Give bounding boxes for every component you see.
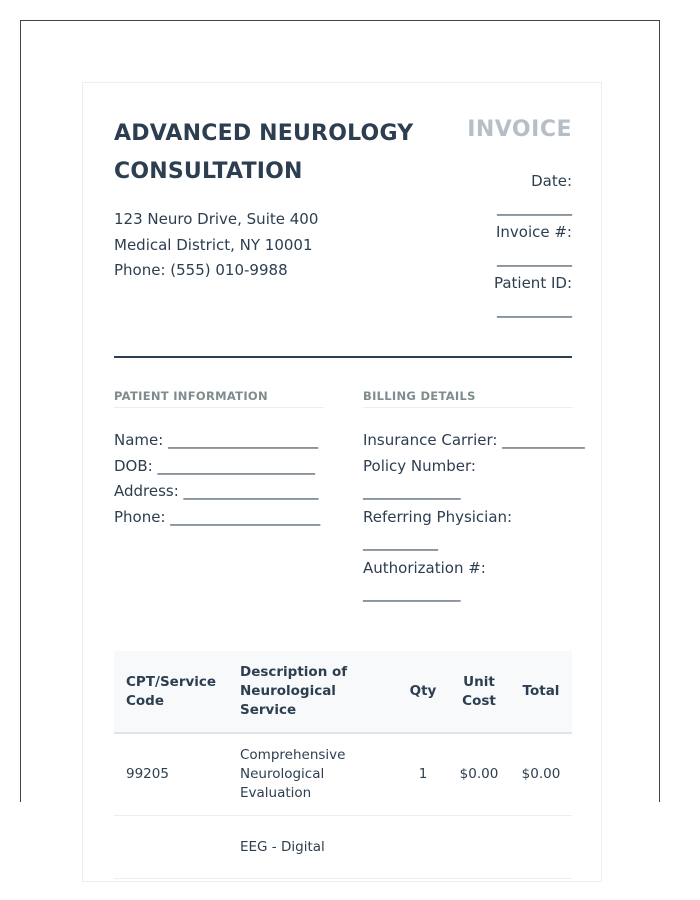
address-line-city: Medical District, NY 10001 xyxy=(114,235,313,254)
row-total: $0.00 xyxy=(510,733,572,816)
policy-number-field[interactable]: _____________ xyxy=(363,482,461,500)
row-total xyxy=(510,816,572,879)
header-total: Total xyxy=(510,651,572,733)
patient-information-title: PATIENT INFORMATION xyxy=(114,389,324,408)
practice-address xyxy=(114,207,374,284)
address-line-phone: Phone: (555) 010-9988 xyxy=(114,261,288,279)
row-description: EEG - Digital xyxy=(228,816,398,879)
services-table xyxy=(114,651,572,879)
referring-physician-field[interactable]: __________ xyxy=(363,533,438,551)
table-row xyxy=(114,816,572,879)
patient-id-label: Patient ID: xyxy=(493,274,572,292)
authorization-number-field[interactable]: _____________ xyxy=(363,584,461,602)
authorization-number-label: Authorization #: xyxy=(363,558,486,577)
patient-fields xyxy=(114,428,324,530)
invoice-meta xyxy=(412,169,572,322)
date-label: Date: xyxy=(531,172,572,190)
row-qty xyxy=(398,816,448,879)
patient-dob-field[interactable]: DOB: _____________________ xyxy=(114,456,315,475)
invoice-number-field[interactable]: __________ xyxy=(497,248,572,267)
date-field[interactable]: __________ xyxy=(497,197,572,216)
practice-name: ADVANCED NEUROLOGY CONSULTATION xyxy=(114,121,414,184)
invoice-title: INVOICE xyxy=(467,117,572,142)
billing-fields xyxy=(363,428,585,607)
header-divider xyxy=(114,356,572,358)
policy-number-label: Policy Number: xyxy=(363,456,476,475)
header-cpt-code: CPT/Service Code xyxy=(114,651,228,733)
patient-address-field[interactable]: Address: __________________ xyxy=(114,482,319,500)
header-qty: Qty xyxy=(398,651,448,733)
insurance-carrier-field[interactable]: Insurance Carrier: ___________ xyxy=(363,431,585,449)
table-row xyxy=(114,733,572,816)
invoice-sheet xyxy=(82,82,602,882)
row-cpt-code: 99205 xyxy=(114,733,228,816)
header-description: Description of Neurological Service xyxy=(228,651,398,733)
patient-information-section xyxy=(114,389,324,530)
row-unit-cost xyxy=(448,816,510,879)
address-line-street: 123 Neuro Drive, Suite 400 xyxy=(114,210,319,228)
patient-name-field[interactable]: Name: ____________________ xyxy=(114,431,319,449)
invoice-number-label: Invoice #: xyxy=(495,223,572,241)
patient-phone-field[interactable]: Phone: ____________________ xyxy=(114,507,321,526)
row-cpt-code xyxy=(114,816,228,879)
page-frame xyxy=(20,20,660,855)
row-unit-cost: $0.00 xyxy=(448,733,510,816)
table-header-row xyxy=(114,651,572,733)
row-description: Comprehensive Neurological Evaluation xyxy=(228,733,398,816)
referring-physician-label: Referring Physician: xyxy=(363,507,513,526)
row-qty: 1 xyxy=(398,733,448,816)
billing-details-section xyxy=(363,389,585,607)
header-unit-cost: Unit Cost xyxy=(448,651,510,733)
patient-id-field[interactable]: __________ xyxy=(497,299,572,318)
billing-details-title: BILLING DETAILS xyxy=(363,389,573,408)
